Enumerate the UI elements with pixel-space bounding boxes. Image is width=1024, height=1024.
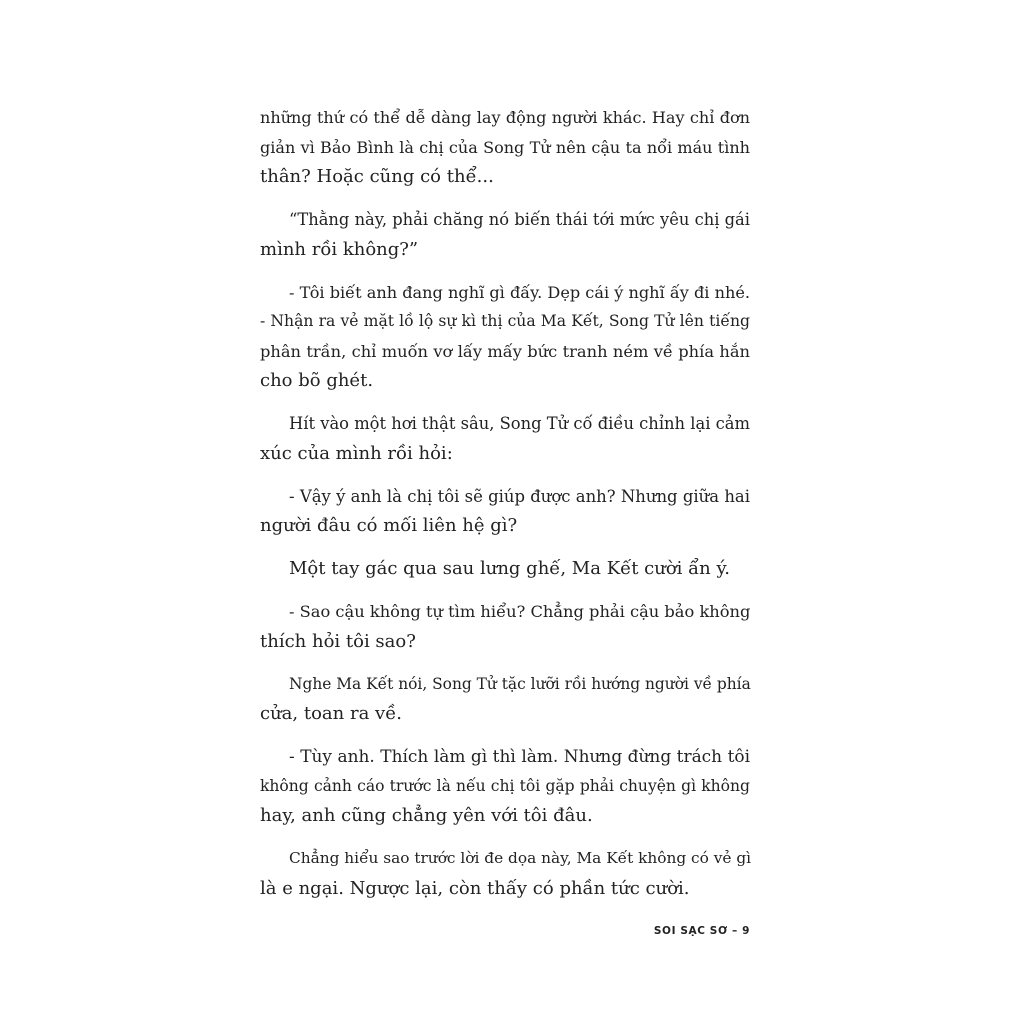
text-line: - Sao cậu không tự tìm hiểu? Chẳng phải cậu bảo không (289, 602, 751, 621)
text-line: cửa, toan ra về. (260, 703, 402, 724)
paragraph (260, 482, 750, 541)
text-line: - Nhận ra vẻ mặt lồ lộ sự kì thị của Ma Kết, Song Tử lên tiếng (260, 312, 750, 330)
running-title-page-number: SOI SẠC SƠ – 9 (653, 925, 750, 937)
paragraph (260, 103, 750, 192)
text-line: không cảnh cáo trước là nếu chị tôi gặp phải chuyện gì không (260, 776, 750, 795)
paragraph (260, 205, 750, 264)
text-line: những thứ có thể dễ dàng lay động người khác. Hay chỉ đơn (260, 108, 750, 127)
paragraph (260, 597, 750, 656)
text-line: người đâu có mối liên hệ gì? (260, 515, 518, 536)
text-line: - Tôi biết anh đang nghĩ gì đấy. Dẹp cái ý nghĩ ấy đi nhé. (289, 282, 751, 302)
paragraph (260, 670, 750, 729)
paragraph (260, 554, 750, 584)
text-line: thích hỏi tôi sao? (260, 630, 416, 652)
text-line: Hít vào một hơi thật sâu, Song Tử cố điều chỉnh lại cảm (289, 414, 750, 433)
text-line: thân? Hoặc cũng có thể... (260, 166, 494, 187)
paragraph (260, 409, 750, 468)
page-footer (654, 925, 750, 937)
text-line: phân trần, chỉ muốn vơ lấy mấy bức tranh ném về phía hắn (260, 341, 750, 361)
body-text (260, 103, 750, 917)
paragraph (260, 742, 750, 831)
text-line: cho bõ ghét. (260, 370, 374, 391)
text-line: giản vì Bảo Bình là chị của Song Tử nên cậu ta nổi máu tình (260, 137, 750, 157)
text-line: - Vậy ý anh là chị tôi sẽ giúp được anh? Nhưng giữa hai (289, 486, 750, 506)
text-line: Chẳng hiểu sao trước lời đe dọa này, Ma Kết không có vẻ gì (289, 849, 752, 867)
text-line: xúc của mình rồi hỏi: (260, 442, 453, 464)
paragraph (260, 844, 750, 903)
text-line: là e ngại. Ngược lại, còn thấy có phần tức cười. (260, 877, 690, 899)
text-line: mình rồi không?” (260, 238, 419, 260)
text-line: Nghe Ma Kết nói, Song Tử tặc lưỡi rồi hướng người về phía (289, 674, 751, 693)
text-line: “Thằng này, phải chăng nó biến thái tới mức yêu chị gái (289, 210, 750, 229)
paragraph (260, 278, 750, 396)
text-line: Một tay gác qua sau lưng ghế, Ma Kết cười ẩn ý. (289, 558, 730, 579)
text-line: hay, anh cũng chẳng yên với tôi đâu. (260, 805, 593, 826)
text-line: - Tùy anh. Thích làm gì thì làm. Nhưng đừng trách tôi (289, 746, 750, 766)
